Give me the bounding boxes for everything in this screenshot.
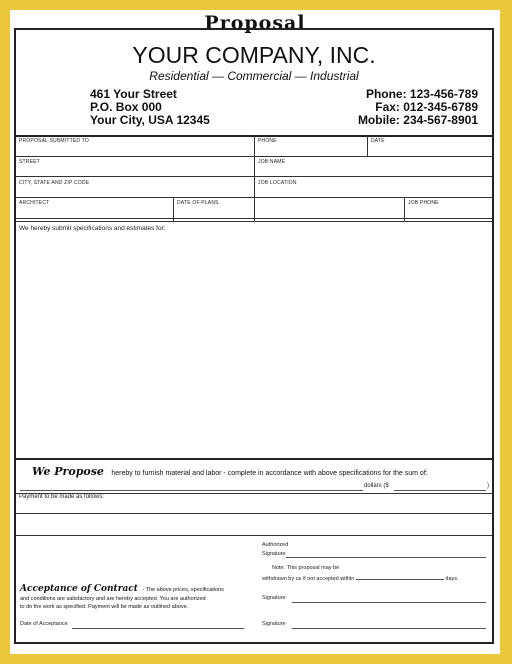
acceptance-text-3: to do the work as specified. Payment will be made as outlined above.: [20, 604, 189, 610]
acceptance-block: [20, 582, 256, 611]
acceptance-heading: Acceptance of Contract: [20, 584, 138, 594]
dollars-label: dollars ($: [364, 483, 389, 489]
address-line: Your City, USA 12345: [90, 113, 210, 127]
acceptance-text-1: - The above prices, specifications: [142, 587, 224, 593]
job-phone-field[interactable]: JOB PHONE: [408, 200, 439, 206]
job-name-field[interactable]: JOB NAME: [258, 159, 286, 165]
divider: [16, 221, 492, 222]
address-line: P.O. Box 000: [90, 100, 162, 114]
days-blank[interactable]: [356, 573, 444, 580]
divider: [404, 197, 405, 221]
company-name: YOUR COMPANY, INC.: [132, 42, 376, 68]
contact-line: Fax: 012-345-6789: [375, 100, 478, 114]
note-line: [262, 573, 459, 584]
proposal-sheet: [10, 10, 500, 654]
proposal-submitted-to-field[interactable]: PROPOSAL SUBMITTED TO: [19, 138, 89, 144]
authorized-signature-line[interactable]: [286, 557, 486, 558]
note-days-text: days.: [445, 576, 459, 582]
divider: [254, 135, 255, 221]
document-title: Proposal: [204, 12, 306, 34]
date-of-acceptance-label: Date of Acceptance: [20, 621, 68, 627]
date-field[interactable]: DATE: [371, 138, 385, 144]
date-of-acceptance-line[interactable]: [72, 628, 244, 629]
specifications-intro: We hereby submit specifications and estimates for:: [19, 225, 166, 232]
job-location-field[interactable]: JOB LOCATION: [258, 180, 297, 186]
divider: [16, 513, 492, 514]
specifications-area[interactable]: [16, 234, 492, 458]
amount-words-line[interactable]: [20, 490, 363, 491]
note-withdrawn-text: withdrawn by us if not accepted within: [262, 576, 355, 582]
we-propose-heading: We Propose: [32, 465, 104, 478]
authorized-signature-text: Signature: [262, 551, 286, 557]
company-tagline: Residential — Commercial — Industrial: [149, 69, 359, 83]
date-of-plans-field[interactable]: DATE OF PLANS: [177, 200, 219, 206]
architect-field[interactable]: ARCHITECT: [19, 200, 50, 206]
divider: [173, 197, 174, 221]
contact-line: Phone: 123-456-789: [365, 87, 478, 101]
signature-line[interactable]: [292, 602, 486, 603]
contact-line: Mobile: 234-567-8901: [357, 113, 478, 127]
dollar-amount-line[interactable]: [394, 490, 486, 491]
signature-label-2: Signature: [262, 621, 286, 627]
company-contact: [358, 88, 478, 127]
city-state-zip-field[interactable]: CITY, STATE AND ZIP CODE: [19, 180, 90, 186]
phone-field[interactable]: PHONE: [258, 138, 277, 144]
acceptance-text-2: and conditions are satisfactory and are hereby accepted. You are authorized: [20, 596, 206, 602]
note-line: Note: This proposal may be: [272, 565, 340, 571]
payment-label: Payment to be made as follows:: [19, 494, 105, 500]
address-line: 461 Your Street: [90, 87, 177, 101]
we-propose-row: [32, 462, 428, 480]
street-field[interactable]: STREET: [19, 159, 40, 165]
withdrawal-note: [262, 564, 459, 584]
acceptance-first-line: [20, 582, 256, 595]
authorized-text: Authorized: [262, 542, 289, 548]
divider: [16, 535, 492, 536]
we-propose-text: hereby to furnish material and labor - complete in accordance with above specifications for the sum of:: [111, 470, 428, 477]
signature-label: Signature: [262, 595, 286, 601]
divider: [367, 135, 368, 156]
proposal-form-frame: [14, 28, 494, 644]
signature-line-2[interactable]: [292, 628, 486, 629]
divider: [16, 458, 492, 460]
dollars-close: ): [487, 483, 489, 489]
company-address: [90, 88, 210, 127]
authorized-label: [262, 541, 288, 559]
